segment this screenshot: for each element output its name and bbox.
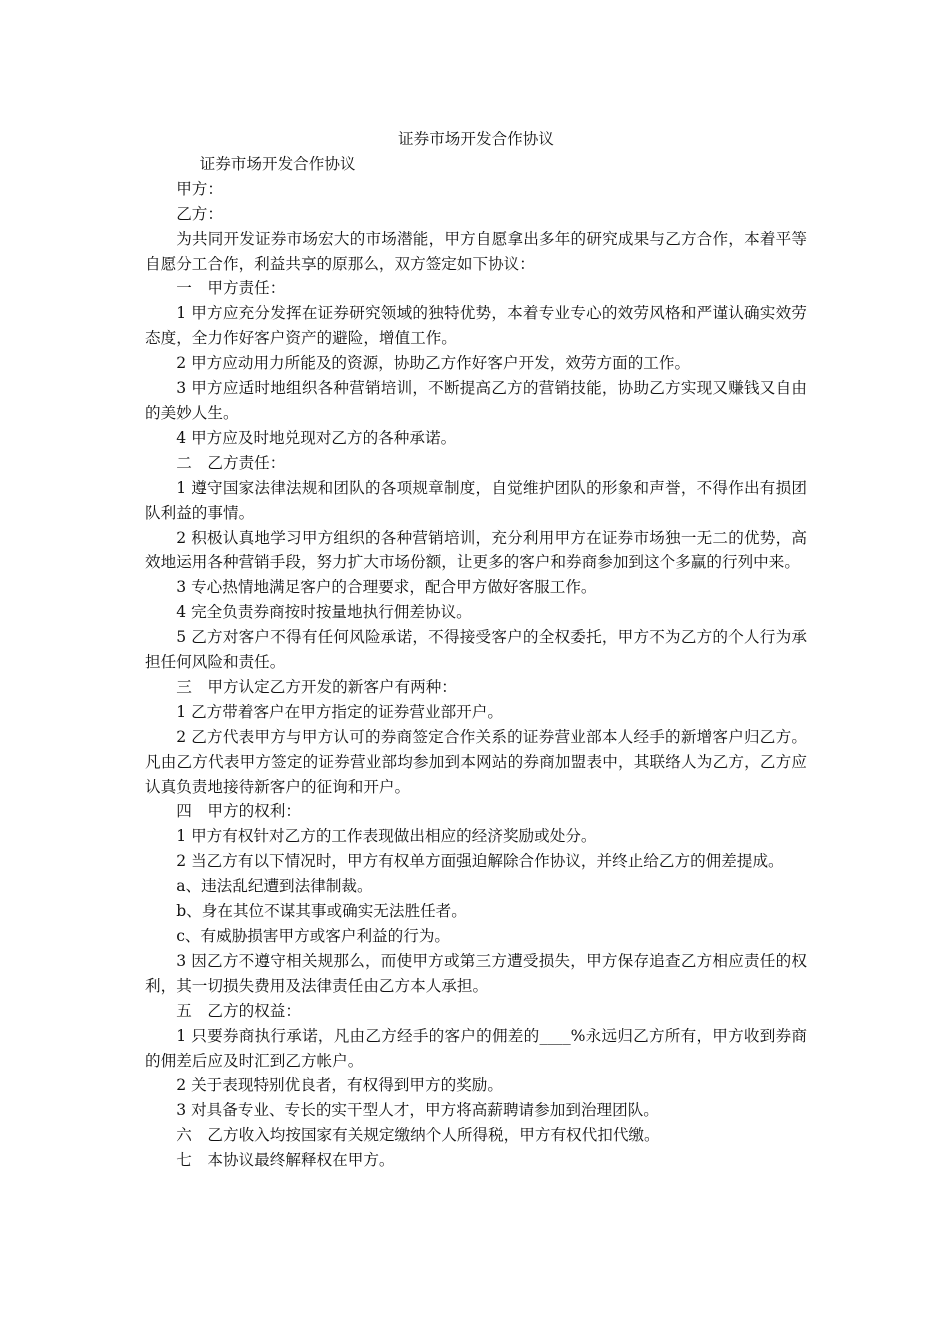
clause-paragraph: 2 积极认真地学习甲方组织的各种营销培训，充分利用甲方在证券市场独一无二的优势，高效地运用各种营销手段，努力扩大市场份额，让更多的客户和券商参加到这个多赢的行列中来。 [145, 528, 807, 572]
preamble-paragraph: 为共同开发证券市场宏大的市场潜能，甲方自愿拿出多年的研究成果与乙方合作，本着平等自愿分工合作，利益共享的原那么，双方签定如下协议： [145, 229, 807, 273]
sub-clause-paragraph: b、身在其位不谋其事或确实无法胜任者。 [176, 902, 467, 921]
clause-paragraph: 2 乙方代表甲方与甲方认可的券商签定合作关系的证券营业部本人经手的新增客户归乙方。凡由乙方代表甲方签定的证券营业部均参加到本网站的券商加盟表中，其联络人为乙方，乙方应认真负责地接待新客户的征询和开户。 [145, 727, 807, 796]
document-page [145, 127, 807, 1173]
clause-paragraph: 1 遵守国家法律法规和团队的各项规章制度，自觉维护团队的形象和声誉，不得作出有损团队利益的事情。 [145, 478, 807, 522]
clause-paragraph: 1 只要券商执行承诺，凡由乙方经手的客户的佣差的____%永远归乙方所有，甲方收到券商的佣差后应及时汇到乙方帐户。 [145, 1026, 807, 1070]
clause-paragraph: 3 对具备专业、专长的实干型人才，甲方将高薪聘请参加到治理团队。 [176, 1101, 659, 1120]
clause-paragraph: 1 甲方应充分发挥在证券研究领域的独特优势，本着专业专心的效劳风格和严谨认确实效劳态度，全力作好客户资产的避险，增值工作。 [145, 304, 807, 348]
document-title: 证券市场开发合作协议 [398, 130, 554, 148]
party-b-line: 乙方： [176, 204, 223, 223]
clause-paragraph: 5 乙方对客户不得有任何风险承诺，不得接受客户的全权委托，甲方不为乙方的个人行为承担任何风险和责任。 [145, 628, 807, 672]
section-heading: 二 乙方责任： [176, 453, 286, 472]
clause-paragraph: 3 甲方应适时地组织各种营销培训，不断提高乙方的营销技能，协助乙方实现又赚钱又自由的美妙人生。 [145, 379, 807, 422]
sub-clause-paragraph: a、违法乱纪遭到法律制裁。 [176, 877, 373, 896]
section-heading: 五 乙方的权益： [176, 1001, 301, 1020]
party-a-line: 甲方： [176, 179, 223, 198]
clause-paragraph: 2 关于表现特别优良者，有权得到甲方的奖励。 [176, 1076, 503, 1095]
clause-paragraph: 2 甲方应动用力所能及的资源，协助乙方作好客户开发，效劳方面的工作。 [176, 354, 691, 373]
section-heading: 三 甲方认定乙方开发的新客户有两种： [176, 677, 457, 696]
clause-paragraph: 2 当乙方有以下情况时，甲方有权单方面强迫解除合作协议，并终止给乙方的佣差提成。 [176, 852, 784, 871]
document-subtitle: 证券市场开发合作协议 [199, 154, 356, 173]
section-heading: 一 甲方责任： [176, 279, 286, 298]
sub-clause-paragraph: c、有威胁损害甲方或客户利益的行为。 [176, 927, 451, 945]
section-heading: 四 甲方的权利： [176, 802, 301, 821]
clause-paragraph: 4 完全负责券商按时按量地执行佣差协议。 [176, 603, 472, 622]
section-heading: 七 本协议最终解释权在甲方。 [176, 1151, 395, 1170]
document-body [145, 152, 807, 1173]
clause-paragraph: 4 甲方应及时地兑现对乙方的各种承诺。 [176, 428, 457, 447]
clause-paragraph: 3 因乙方不遵守相关规那么，而使甲方或第三方遭受损失，甲方保存追查乙方相应责任的权利，其一切损失费用及法律责任由乙方本人承担。 [145, 951, 807, 995]
clause-paragraph: 1 甲方有权针对乙方的工作表现做出相应的经济奖励或处分。 [176, 827, 597, 846]
clause-paragraph: 3 专心热情地满足客户的合理要求，配合甲方做好客服工作。 [176, 578, 597, 597]
section-heading: 六 乙方收入均按国家有关规定缴纳个人所得税，甲方有权代扣代缴。 [176, 1126, 660, 1145]
clause-paragraph: 1 乙方带着客户在甲方指定的证券营业部开户。 [176, 702, 503, 721]
